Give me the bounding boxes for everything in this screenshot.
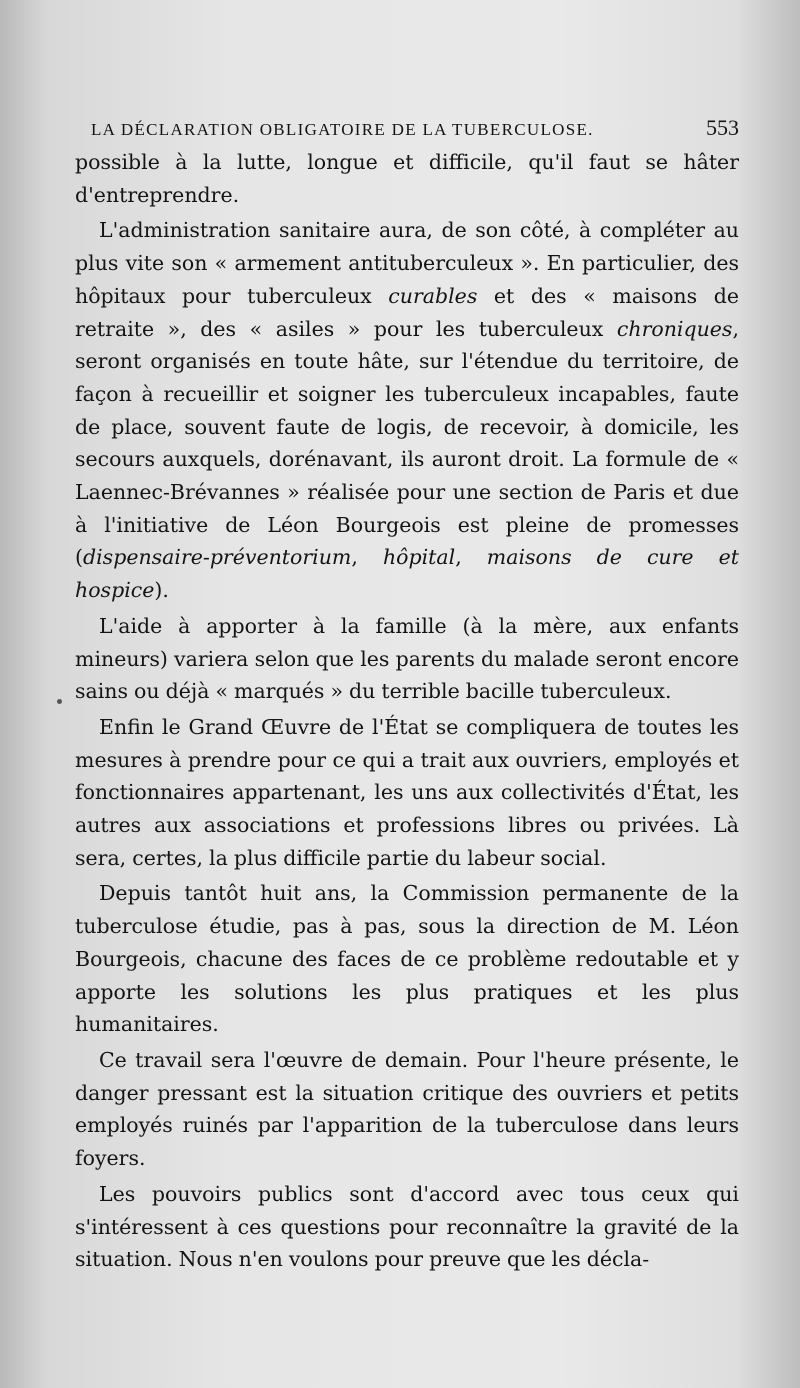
- page-number: 553: [706, 115, 739, 140]
- text-block: [75, 110, 739, 1276]
- paragraph-4: Enfin le Grand Œuvre de l'État se compliquera de toutes les mesures à prendre pour ce qui a trait aux ouvriers, employés et fonctionnaires appartenant, les uns aux collectivités d'État, les autres aux associations et professions libres ou privées. Là sera, certes, la plus difficile partie du labeur social.: [75, 714, 739, 870]
- paragraph-1: possible à la lutte, longue et difficile, qu'il faut se hâter d'entreprendre.: [75, 150, 739, 207]
- paragraph-2: L'administration sanitaire aura, de son côté, à compléter au plus vite son « armement antituberculeux ». En particulier, des hôpitaux pour tuberculeux curables et des « maisons de retraite », des « asiles » pour les tuberculeux chroniques, seront organisés en toute hâte, sur l'étendue du territoire, de façon à recueillir et soigner les tuberculeux incapables, faute de place, souvent faute de logis, de recevoir, à domicile, les secours auxquels, dorénavant, ils auront droit. La formule de « Laennec-Brévannes » réalisée pour une section de Paris et due à l'initiative de Léon Bourgeois est pleine de promesses (dispensaire-préventorium, hôpital, maisons de cure et hospice).: [75, 218, 739, 603]
- paragraph-7: Les pouvoirs publics sont d'accord avec tous ceux qui s'intéressent à ces questions pour reconnaître la gravité de la situation. Nous n'en voulons pour preuve que les décla-: [75, 1181, 739, 1272]
- paragraph-3: L'aide à apporter à la famille (à la mère, aux enfants mineurs) variera selon que les parents du malade seront encore sains ou déjà « marqués » du terrible bacille tuberculeux.: [75, 613, 739, 704]
- print-speck: [57, 699, 62, 704]
- paragraph-6: Ce travail sera l'œuvre de demain. Pour l'heure présente, le danger pressant est la situation critique des ouvriers et petits employés ruinés par l'apparition de la tuberculose dans leurs foyers.: [75, 1047, 739, 1171]
- running-title: LA DÉCLARATION OBLIGATOIRE DE LA TUBERCULOSE.: [91, 120, 594, 139]
- running-head: [91, 110, 739, 146]
- paragraph-5: Depuis tantôt huit ans, la Commission permanente de la tuberculose étudie, pas à pas, sous la direction de M. Léon Bourgeois, chacune des faces de ce problème redoutable et y apporte les solutions les plus pratiques et les plus humanitaires.: [75, 881, 739, 1037]
